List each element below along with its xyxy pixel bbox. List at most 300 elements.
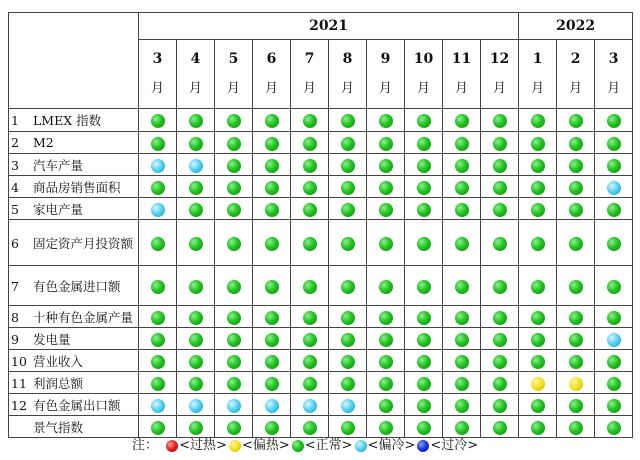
signal-normal-icon	[455, 333, 469, 347]
signal-normal-icon	[303, 311, 317, 325]
signal-normal-icon	[189, 421, 203, 435]
table-row	[9, 350, 633, 372]
signal-normal-icon	[189, 333, 203, 347]
indicator-label	[9, 416, 139, 438]
signal-cell	[557, 176, 595, 198]
legend-label: 注：	[132, 438, 159, 453]
indicator-label	[9, 266, 139, 306]
signal-cell	[595, 328, 633, 350]
indicator-name: 十种有色金属产量	[33, 309, 134, 325]
indicator-label	[9, 372, 139, 394]
signal-normal-icon	[607, 280, 621, 294]
signal-normal-icon	[303, 181, 317, 195]
table-body	[9, 109, 633, 438]
signal-normal-icon	[493, 159, 507, 173]
signal-cell	[177, 306, 215, 328]
signal-cell	[557, 328, 595, 350]
signal-cell	[329, 394, 367, 416]
table-row	[9, 394, 633, 416]
signal-normal-icon	[569, 399, 583, 413]
signal-normal-icon	[569, 137, 583, 151]
signal-cell	[367, 350, 405, 372]
signal-cell	[215, 109, 253, 132]
signal-normal-icon	[379, 311, 393, 325]
month-unit: 月	[302, 81, 316, 96]
year-header-2022: 2022	[519, 13, 633, 40]
signal-normal-icon	[417, 137, 431, 151]
signal-cell	[405, 132, 443, 154]
signal-cell	[215, 372, 253, 394]
signal-normal-icon	[303, 203, 317, 217]
year-header-2021: 2021	[139, 13, 519, 40]
month-number: 2	[570, 51, 581, 67]
signal-cell	[291, 394, 329, 416]
signal-normal-icon	[417, 181, 431, 195]
signal-cell	[481, 154, 519, 176]
table-row	[9, 198, 633, 220]
legend-warm-icon	[229, 440, 241, 452]
signal-cell	[481, 328, 519, 350]
signal-normal-icon	[569, 421, 583, 435]
signal-normal-icon	[531, 311, 545, 325]
signal-cell	[253, 132, 291, 154]
signal-cell	[215, 394, 253, 416]
month-unit: 月	[531, 81, 545, 96]
signal-normal-icon	[379, 159, 393, 173]
month-unit: 月	[378, 81, 392, 96]
month-header	[139, 40, 177, 109]
signal-cell	[595, 350, 633, 372]
signal-normal-icon	[455, 399, 469, 413]
signal-cell	[291, 350, 329, 372]
signal-cold-icon	[151, 399, 165, 413]
signal-normal-icon	[151, 377, 165, 391]
signal-cell	[139, 328, 177, 350]
signal-cell	[595, 220, 633, 266]
signal-normal-icon	[607, 137, 621, 151]
month-unit: 月	[454, 81, 468, 96]
signal-cell	[519, 220, 557, 266]
signal-cell	[367, 198, 405, 220]
signal-cell	[291, 176, 329, 198]
signal-normal-icon	[379, 421, 393, 435]
signal-normal-icon	[493, 421, 507, 435]
table-row	[9, 109, 633, 132]
signal-cell	[443, 198, 481, 220]
signal-normal-icon	[569, 333, 583, 347]
month-number: 9	[380, 51, 391, 67]
month-unit: 月	[493, 81, 507, 96]
signal-normal-icon	[265, 311, 279, 325]
signal-normal-icon	[227, 237, 241, 251]
legend-normal-icon	[292, 440, 304, 452]
indicator-name: 有色金属进口额	[33, 278, 121, 294]
signal-normal-icon	[417, 333, 431, 347]
signal-cell	[481, 350, 519, 372]
table-row	[9, 372, 633, 394]
signal-cell	[139, 372, 177, 394]
signal-cell	[329, 109, 367, 132]
signal-cell	[519, 154, 557, 176]
indicator-name: 发电量	[33, 331, 71, 347]
signal-cell	[177, 266, 215, 306]
signal-cell	[329, 372, 367, 394]
signal-normal-icon	[303, 159, 317, 173]
signal-cell	[595, 372, 633, 394]
indicator-label	[9, 109, 139, 132]
signal-normal-icon	[455, 159, 469, 173]
legend-item-hot	[166, 434, 227, 453]
month-unit: 月	[264, 81, 278, 96]
legend	[132, 434, 480, 453]
signal-normal-icon	[531, 181, 545, 195]
signal-normal-icon	[341, 237, 355, 251]
signal-cell	[557, 109, 595, 132]
signal-cell	[481, 372, 519, 394]
signal-cold-icon	[227, 399, 241, 413]
signal-cell	[519, 109, 557, 132]
signal-cell	[481, 176, 519, 198]
indicator-label	[9, 394, 139, 416]
indicator-index: 12	[11, 397, 27, 413]
signal-cell	[481, 306, 519, 328]
signal-normal-icon	[607, 377, 621, 391]
signal-cell	[595, 306, 633, 328]
signal-cell	[139, 394, 177, 416]
signal-cell	[177, 350, 215, 372]
signal-normal-icon	[227, 377, 241, 391]
month-header	[329, 40, 367, 109]
signal-normal-icon	[417, 421, 431, 435]
signal-cell	[443, 154, 481, 176]
signal-normal-icon	[455, 237, 469, 251]
signal-cold-icon	[151, 159, 165, 173]
signal-cell	[481, 416, 519, 438]
signal-cell	[177, 372, 215, 394]
signal-normal-icon	[531, 114, 545, 128]
indicator-label	[9, 306, 139, 328]
signal-cell	[253, 154, 291, 176]
signal-cell	[519, 306, 557, 328]
legend-text: <过热>	[179, 438, 227, 453]
corner-cell	[9, 13, 139, 109]
indicator-index: 11	[11, 375, 27, 391]
signal-cell	[291, 154, 329, 176]
signal-cell	[519, 416, 557, 438]
year-header-row	[9, 13, 633, 40]
signal-normal-icon	[455, 280, 469, 294]
signal-cell	[329, 350, 367, 372]
signal-normal-icon	[417, 203, 431, 217]
signal-cell	[329, 132, 367, 154]
signal-cell	[405, 350, 443, 372]
signal-cell	[367, 306, 405, 328]
signal-cold-icon	[607, 333, 621, 347]
signal-normal-icon	[341, 114, 355, 128]
signal-cell	[215, 306, 253, 328]
month-header	[215, 40, 253, 109]
signal-normal-icon	[189, 181, 203, 195]
signal-normal-icon	[265, 181, 279, 195]
indicator-label	[9, 328, 139, 350]
signal-normal-icon	[493, 311, 507, 325]
signal-normal-icon	[417, 377, 431, 391]
signal-normal-icon	[379, 355, 393, 369]
signal-normal-icon	[379, 280, 393, 294]
signal-cell	[557, 394, 595, 416]
signal-normal-icon	[265, 355, 279, 369]
month-number: 3	[608, 51, 619, 67]
signal-cell	[557, 198, 595, 220]
signal-normal-icon	[341, 377, 355, 391]
signal-normal-icon	[455, 311, 469, 325]
legend-items	[166, 438, 480, 453]
signal-normal-icon	[455, 137, 469, 151]
signal-normal-icon	[531, 421, 545, 435]
signal-normal-icon	[379, 333, 393, 347]
signal-cold-icon	[189, 399, 203, 413]
signal-normal-icon	[493, 280, 507, 294]
month-unit: 月	[150, 81, 164, 96]
signal-cell	[329, 198, 367, 220]
signal-cell	[519, 198, 557, 220]
signal-cell	[215, 350, 253, 372]
signal-normal-icon	[493, 333, 507, 347]
indicator-index: 5	[11, 201, 19, 217]
signal-cell	[405, 109, 443, 132]
signal-cell	[367, 109, 405, 132]
signal-cell	[291, 372, 329, 394]
signal-normal-icon	[227, 203, 241, 217]
signal-cell	[557, 306, 595, 328]
signal-cell	[481, 109, 519, 132]
signal-cell	[253, 328, 291, 350]
signal-normal-icon	[227, 137, 241, 151]
signal-normal-icon	[493, 237, 507, 251]
month-number: 8	[342, 51, 353, 67]
month-number: 3	[152, 51, 163, 67]
signal-normal-icon	[265, 421, 279, 435]
signal-normal-icon	[189, 311, 203, 325]
signal-normal-icon	[189, 114, 203, 128]
signal-cell	[595, 198, 633, 220]
signal-normal-icon	[455, 181, 469, 195]
indicator-index: 7	[11, 278, 19, 294]
signal-normal-icon	[151, 137, 165, 151]
signal-cold-icon	[341, 399, 355, 413]
signal-normal-icon	[569, 181, 583, 195]
signal-normal-icon	[379, 137, 393, 151]
legend-text: <过冷>	[430, 438, 479, 453]
signal-normal-icon	[493, 355, 507, 369]
month-number: 5	[228, 51, 239, 67]
indicator-name: 固定资产月投资额	[33, 235, 134, 251]
month-unit: 月	[188, 81, 202, 96]
signal-normal-icon	[569, 237, 583, 251]
indicator-name: 营业收入	[33, 353, 84, 369]
signal-normal-icon	[607, 159, 621, 173]
signal-normal-icon	[341, 311, 355, 325]
signal-normal-icon	[607, 399, 621, 413]
legend-text: <偏冷>	[367, 438, 416, 453]
indicator-name: 景气指数	[33, 419, 84, 435]
signal-normal-icon	[379, 114, 393, 128]
signal-cell	[329, 266, 367, 306]
signal-normal-icon	[531, 203, 545, 217]
signal-normal-icon	[607, 421, 621, 435]
signal-normal-icon	[151, 237, 165, 251]
signal-cell	[215, 154, 253, 176]
signal-normal-icon	[303, 114, 317, 128]
month-header	[519, 40, 557, 109]
month-header	[291, 40, 329, 109]
indicator-label	[9, 350, 139, 372]
indicator-index: 9	[11, 331, 19, 347]
signal-cell	[405, 198, 443, 220]
month-header	[405, 40, 443, 109]
signal-normal-icon	[569, 159, 583, 173]
indicator-label	[9, 198, 139, 220]
signal-cell	[443, 109, 481, 132]
signal-normal-icon	[151, 311, 165, 325]
signal-cell	[139, 176, 177, 198]
signal-cell	[139, 132, 177, 154]
signal-cell	[329, 154, 367, 176]
signal-normal-icon	[455, 114, 469, 128]
signal-warm-icon	[531, 377, 545, 391]
signal-normal-icon	[265, 237, 279, 251]
signal-normal-icon	[379, 237, 393, 251]
signal-normal-icon	[569, 355, 583, 369]
signal-normal-icon	[227, 421, 241, 435]
signal-normal-icon	[341, 355, 355, 369]
signal-normal-icon	[569, 203, 583, 217]
legend-hot-icon	[166, 440, 178, 452]
signal-normal-icon	[227, 333, 241, 347]
signal-cell	[405, 372, 443, 394]
signal-normal-icon	[531, 237, 545, 251]
month-header	[557, 40, 595, 109]
indicator-name: 家电产量	[33, 201, 84, 217]
signal-normal-icon	[341, 421, 355, 435]
signal-cell	[367, 154, 405, 176]
signal-cell	[519, 394, 557, 416]
signal-cell	[557, 154, 595, 176]
signal-cell	[481, 132, 519, 154]
signal-cell	[595, 132, 633, 154]
signal-normal-icon	[493, 377, 507, 391]
signal-cell	[139, 198, 177, 220]
signal-normal-icon	[151, 421, 165, 435]
signal-normal-icon	[493, 137, 507, 151]
signal-cell	[405, 328, 443, 350]
signal-normal-icon	[151, 181, 165, 195]
signal-cell	[481, 394, 519, 416]
table-row	[9, 328, 633, 350]
signal-cell	[443, 220, 481, 266]
signal-cell	[557, 416, 595, 438]
signal-normal-icon	[341, 333, 355, 347]
signal-normal-icon	[265, 203, 279, 217]
month-number: 12	[489, 51, 510, 67]
signal-cell	[291, 266, 329, 306]
signal-cell	[215, 328, 253, 350]
indicator-name: 利润总额	[33, 375, 84, 391]
indicator-name: 有色金属出口额	[33, 397, 121, 413]
signal-cell	[595, 416, 633, 438]
signal-normal-icon	[607, 311, 621, 325]
signal-cell	[519, 328, 557, 350]
indicator-index: 3	[11, 157, 19, 173]
signal-normal-icon	[303, 137, 317, 151]
signal-cell	[405, 394, 443, 416]
signal-cell	[595, 266, 633, 306]
business-climate-signal-table	[8, 12, 633, 438]
signal-normal-icon	[265, 377, 279, 391]
signal-cell	[139, 350, 177, 372]
signal-cell	[443, 328, 481, 350]
signal-normal-icon	[341, 137, 355, 151]
table-header	[9, 13, 633, 109]
signal-normal-icon	[417, 114, 431, 128]
signal-normal-icon	[189, 355, 203, 369]
month-number: 1	[532, 51, 543, 67]
indicator-index: 6	[11, 235, 19, 251]
signal-cell	[443, 350, 481, 372]
signal-normal-icon	[607, 114, 621, 128]
signal-normal-icon	[265, 137, 279, 151]
month-unit: 月	[416, 81, 430, 96]
signal-normal-icon	[303, 333, 317, 347]
signal-cell	[405, 154, 443, 176]
signal-normal-icon	[531, 355, 545, 369]
signal-cell	[291, 220, 329, 266]
legend-cold-icon	[355, 440, 367, 452]
signal-cell	[557, 266, 595, 306]
signal-normal-icon	[569, 280, 583, 294]
signal-cell	[519, 266, 557, 306]
legend-text: <偏热>	[241, 438, 290, 453]
indicator-index: 10	[11, 353, 27, 369]
signal-normal-icon	[303, 377, 317, 391]
indicator-label	[9, 154, 139, 176]
signal-cell	[253, 306, 291, 328]
month-header	[177, 40, 215, 109]
signal-normal-icon	[303, 280, 317, 294]
signal-normal-icon	[189, 203, 203, 217]
month-number: 6	[266, 51, 277, 67]
indicator-label	[9, 176, 139, 198]
signal-normal-icon	[607, 237, 621, 251]
signal-normal-icon	[493, 399, 507, 413]
signal-normal-icon	[341, 280, 355, 294]
signal-normal-icon	[151, 114, 165, 128]
signal-cell	[519, 132, 557, 154]
signal-cell	[177, 132, 215, 154]
signal-normal-icon	[227, 280, 241, 294]
signal-normal-icon	[379, 203, 393, 217]
signal-cell	[139, 154, 177, 176]
signal-cell	[329, 176, 367, 198]
indicator-index: 1	[11, 113, 19, 128]
signal-cell	[519, 372, 557, 394]
signal-cell	[405, 266, 443, 306]
signal-normal-icon	[227, 355, 241, 369]
signal-cell	[367, 328, 405, 350]
signal-normal-icon	[417, 399, 431, 413]
signal-cell	[253, 220, 291, 266]
signal-cold-icon	[265, 399, 279, 413]
